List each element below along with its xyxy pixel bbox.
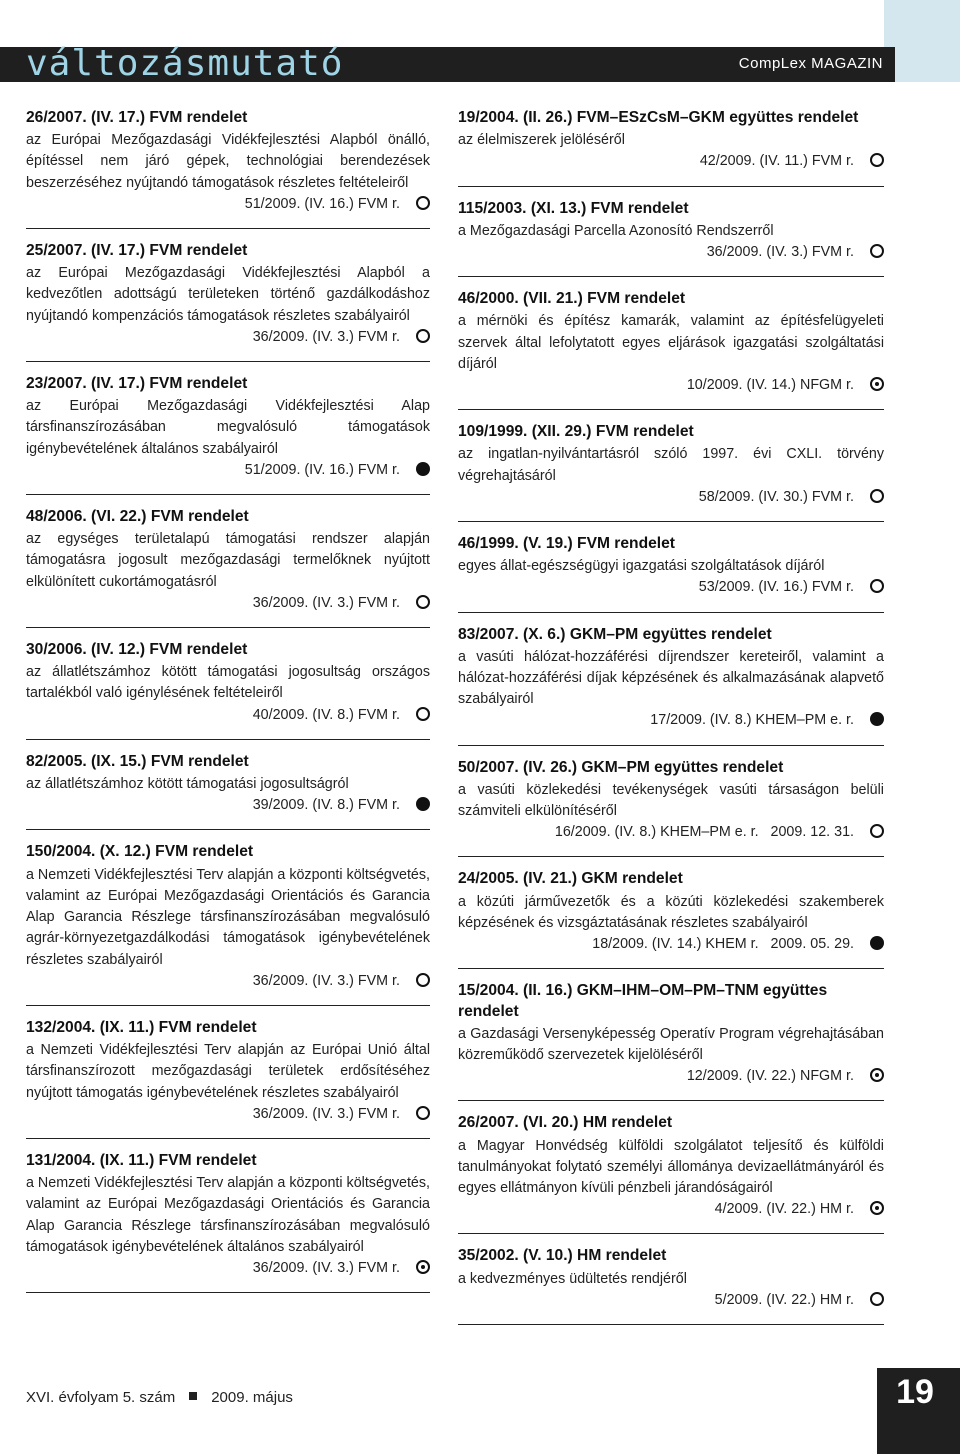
amending-reference-text: 36/2009. (IV. 3.) FVM r. — [252, 594, 400, 611]
amending-reference — [26, 593, 430, 614]
amending-reference-text: 39/2009. (IV. 8.) FVM r. — [252, 797, 400, 814]
regulation-entry — [26, 1018, 430, 1139]
regulation-subject: az ingatlan-nyilvántartásról szóló 1997. évi CXLI. törvény végrehajtásáról — [458, 446, 884, 484]
regulation-title: 24/2005. (IV. 21.) GKM rendelet — [458, 870, 683, 888]
status-dot-circle-icon — [870, 1068, 884, 1082]
footer-separator-icon — [189, 1392, 197, 1400]
amending-reference-text: 53/2009. (IV. 16.) FVM r. — [698, 579, 854, 596]
amending-reference-text: 10/2009. (IV. 14.) NFGM r. — [686, 377, 854, 394]
regulation-subject: az állatlétszámhoz kötött támogatási jogosultság országos tartalékból való igénylésének feltételeiről — [26, 664, 430, 702]
regulation-subject: a kedvezményes üdültetés rendjéről — [458, 1270, 687, 1287]
footer — [26, 1386, 293, 1410]
regulation-subject: az Európai Mezőgazdasági Vidékfejlesztési Alap társfinanszírozásában megvalósuló támogatások igénybevételének általános szabályairól — [26, 398, 430, 457]
amending-reference — [458, 242, 884, 263]
regulation-subject: a vasúti hálózat-hozzáférési díjrendszer kereteiről, valamint a hálózat-hozzáférési díjak képzésének és alkalmazásának alapvető szabályairól — [458, 648, 884, 708]
status-filled-circle-icon — [870, 936, 884, 950]
amending-reference-text: 36/2009. (IV. 3.) FVM r. — [252, 328, 400, 345]
status-open-circle-icon — [870, 244, 884, 258]
status-open-circle-icon — [416, 595, 430, 609]
amending-reference — [26, 705, 430, 726]
amending-reference-text: 16/2009. (IV. 8.) KHEM–PM e. r. 2009. 12. 31. — [554, 824, 854, 841]
regulation-entry — [458, 1113, 884, 1234]
status-dot-circle-icon — [870, 377, 884, 391]
regulation-subject: az élelmiszerek jelöléséről — [458, 132, 625, 149]
amending-reference-text: 58/2009. (IV. 30.) FVM r. — [698, 488, 854, 505]
amending-reference-text: 40/2009. (IV. 8.) FVM r. — [252, 706, 400, 723]
regulation-title: 150/2004. (X. 12.) FVM rendelet — [26, 843, 254, 861]
amending-reference-text: 36/2009. (IV. 3.) FVM r. — [252, 1105, 400, 1122]
regulation-title: 82/2005. (IX. 15.) FVM rendelet — [26, 752, 249, 770]
regulation-title: 109/1999. (XII. 29.) FVM rendelet — [458, 423, 694, 441]
amending-reference — [458, 1290, 884, 1311]
status-open-circle-icon — [416, 329, 430, 343]
amending-reference-text: 36/2009. (IV. 3.) FVM r. — [706, 244, 854, 261]
regulation-entry — [458, 289, 884, 410]
regulation-entry — [26, 640, 430, 740]
regulation-title: 131/2004. (IX. 11.) FVM rendelet — [26, 1151, 257, 1169]
status-dot-circle-icon — [870, 1201, 884, 1215]
regulation-entry — [458, 534, 884, 613]
regulation-entry — [458, 758, 884, 858]
status-filled-circle-icon — [416, 797, 430, 811]
amending-reference — [26, 194, 430, 215]
regulation-entry — [458, 199, 884, 278]
regulation-subject: az egységes területalapú támogatási rendszer alapján támogatásra jogosult mezőgazdasági termelőknek nyújtott elkülönített cukortámogatásról — [26, 531, 430, 590]
amending-reference — [458, 1199, 884, 1220]
footer-date: 2009. május — [211, 1389, 293, 1406]
regulation-subject: a Gazdasági Versenyképesség Operatív Program végrehajtásában közreműködő szervezetek kijelöléséről — [458, 1025, 884, 1063]
regulation-title: 30/2006. (IV. 12.) FVM rendelet — [26, 641, 248, 659]
regulation-title: 23/2007. (IV. 17.) FVM rendelet — [26, 375, 248, 393]
regulation-title: 46/1999. (V. 19.) FVM rendelet — [458, 535, 675, 553]
amending-reference-text: 17/2009. (IV. 8.) KHEM–PM e. r. — [650, 712, 854, 729]
status-dot-circle-icon — [416, 1260, 430, 1274]
regulation-entry — [458, 869, 884, 969]
regulation-title: 115/2003. (XI. 13.) FVM rendelet — [458, 199, 689, 217]
regulation-subject: a Magyar Honvédség külföldi szolgálatot teljesítő és külföldi tanulmányokat folytató személyi állománya devizaellátmányáról és egyes ellátmányon kívüli pénzbeli járandóságairól — [458, 1137, 884, 1196]
regulation-subject: egyes állat-egészségügyi igazgatási szolgáltatások díjáról — [458, 558, 825, 575]
amending-reference-text: 36/2009. (IV. 3.) FVM r. — [252, 972, 400, 989]
amending-reference-text: 51/2009. (IV. 16.) FVM r. — [244, 461, 400, 478]
regulation-entry — [26, 108, 430, 229]
amending-reference-text: 42/2009. (IV. 11.) FVM r. — [699, 153, 854, 170]
regulation-entry — [26, 241, 430, 362]
status-filled-circle-icon — [870, 712, 884, 726]
amending-reference — [458, 934, 884, 955]
regulation-subject: a Mezőgazdasági Parcella Azonosító Rendszerről — [458, 222, 774, 239]
regulation-entry — [458, 625, 884, 746]
regulation-title: 15/2004. (II. 16.) GKM–IHM–OM–PM–TNM együttes rendelet — [458, 982, 828, 1020]
status-open-circle-icon — [870, 824, 884, 838]
status-open-circle-icon — [416, 196, 430, 210]
regulation-entry — [458, 1246, 884, 1325]
amending-reference — [26, 971, 430, 992]
amending-reference-text: 36/2009. (IV. 3.) FVM r. — [252, 1259, 400, 1276]
page-number: 19 — [896, 1373, 934, 1411]
amending-reference — [458, 1066, 884, 1087]
regulation-title: 19/2004. (II. 26.) FVM–ESzCsM–GKM együttes rendelet — [458, 109, 859, 126]
left-column — [26, 108, 430, 1305]
amending-reference — [26, 460, 430, 481]
amending-reference — [26, 1104, 430, 1125]
regulation-subject: a Nemzeti Vidékfejlesztési Terv alapján a központi költségvetés, valamint az Európai Mezőgazdasági Orientációs és Garancia Alap Garancia Részlege társfinanszírozásában megvalósuló támogatások igénybevételének általános szabályairól — [26, 1175, 430, 1255]
regulation-subject: az Európai Mezőgazdasági Vidékfejlesztési Alapból a kedvezőtlen adottságú területeken történő gazdálkodáshoz nyújtandó kompenzációs támogatások részletes szabályairól — [26, 265, 430, 324]
right-column — [458, 108, 884, 1337]
status-filled-circle-icon — [416, 462, 430, 476]
section-title: változásmutató — [26, 43, 344, 84]
status-open-circle-icon — [870, 579, 884, 593]
regulation-title: 26/2007. (VI. 20.) HM rendelet — [458, 1114, 673, 1132]
amending-reference — [458, 710, 884, 731]
footer-volume: XVI. évfolyam 5. szám — [26, 1389, 176, 1406]
amending-reference-text: 51/2009. (IV. 16.) FVM r. — [244, 195, 400, 212]
regulation-entry — [458, 422, 884, 522]
regulation-entry — [458, 981, 884, 1101]
amending-reference — [26, 1258, 430, 1279]
regulation-title: 46/2000. (VII. 21.) FVM rendelet — [458, 290, 686, 308]
corner-accent — [884, 0, 960, 82]
regulation-subject: a közúti járművezetők és a közúti közlekedési szakemberek képzésének és vizsgáztatásának részletes szabályairól — [458, 893, 884, 931]
amending-reference-text: 5/2009. (IV. 22.) HM r. — [714, 1291, 854, 1308]
status-open-circle-icon — [870, 1292, 884, 1306]
header-bar — [0, 43, 895, 84]
regulation-entry — [26, 752, 430, 831]
amending-reference-text: 18/2009. (IV. 14.) KHEM r. 2009. 05. 29. — [592, 936, 854, 953]
regulation-entry — [26, 374, 430, 495]
regulation-subject: az Európai Mezőgazdasági Vidékfejlesztési Alapból önálló, építéssel nem járó gépek, technológiai berendezések beszerzéséhez nyújtandó támogatások részletes feltételeiről — [26, 132, 430, 191]
regulation-title: 25/2007. (IV. 17.) FVM rendelet — [26, 242, 248, 260]
regulation-subject: a Nemzeti Vidékfejlesztési Terv alapján a központi költségvetés, valamint az Európai Mezőgazdasági Orientációs és Garancia Alap Garancia Részlege társfinanszírozásában megvalósuló agrár-környezetgazdálkodási támogatások igénybevételének részletes szabályairól — [26, 866, 430, 968]
amending-reference — [26, 327, 430, 348]
regulation-entry — [26, 1151, 430, 1293]
amending-reference — [458, 375, 884, 396]
regulation-entry — [458, 108, 884, 187]
regulation-subject: az állatlétszámhoz kötött támogatási jogosultságról — [26, 776, 349, 793]
amending-reference-text: 12/2009. (IV. 22.) NFGM r. — [686, 1068, 854, 1085]
regulation-title: 132/2004. (IX. 11.) FVM rendelet — [26, 1018, 257, 1036]
regulation-entry — [26, 507, 430, 628]
amending-reference-text: 4/2009. (IV. 22.) HM r. — [714, 1201, 854, 1218]
status-open-circle-icon — [416, 1106, 430, 1120]
magazine-name: CompLex MAGAZIN — [738, 55, 883, 72]
regulation-subject: a vasúti közlekedési tevékenységek vasúti társaságon belüli számviteli elkülönítéséről — [458, 781, 884, 820]
amending-reference — [458, 822, 884, 843]
regulation-title: 48/2006. (VI. 22.) FVM rendelet — [26, 508, 249, 526]
regulation-title: 26/2007. (IV. 17.) FVM rendelet — [26, 109, 248, 126]
amending-reference — [458, 487, 884, 508]
regulation-subject: a Nemzeti Vidékfejlesztési Terv alapján az Európai Unió által társfinanszírozott mezőgazdasági területek erdősítéséhez nyújtott támogatás igénybevételének részletes szabályairól — [26, 1042, 430, 1101]
regulation-title: 83/2007. (X. 6.) GKM–PM együttes rendelet — [458, 625, 772, 643]
amending-reference — [26, 795, 430, 816]
regulation-subject: a mérnöki és építész kamarák, valamint az építésfelügyeleti szervek által lefolytatott egyes eljárások igazgatási szolgáltatási díjáról — [458, 313, 884, 372]
status-open-circle-icon — [416, 707, 430, 721]
regulation-title: 50/2007. (IV. 26.) GKM–PM együttes rendelet — [458, 758, 784, 776]
amending-reference — [458, 151, 884, 172]
status-open-circle-icon — [416, 973, 430, 987]
regulation-entry — [26, 842, 430, 1005]
status-open-circle-icon — [870, 153, 884, 167]
amending-reference — [458, 577, 884, 598]
status-open-circle-icon — [870, 489, 884, 503]
regulation-title: 35/2002. (V. 10.) HM rendelet — [458, 1247, 667, 1265]
